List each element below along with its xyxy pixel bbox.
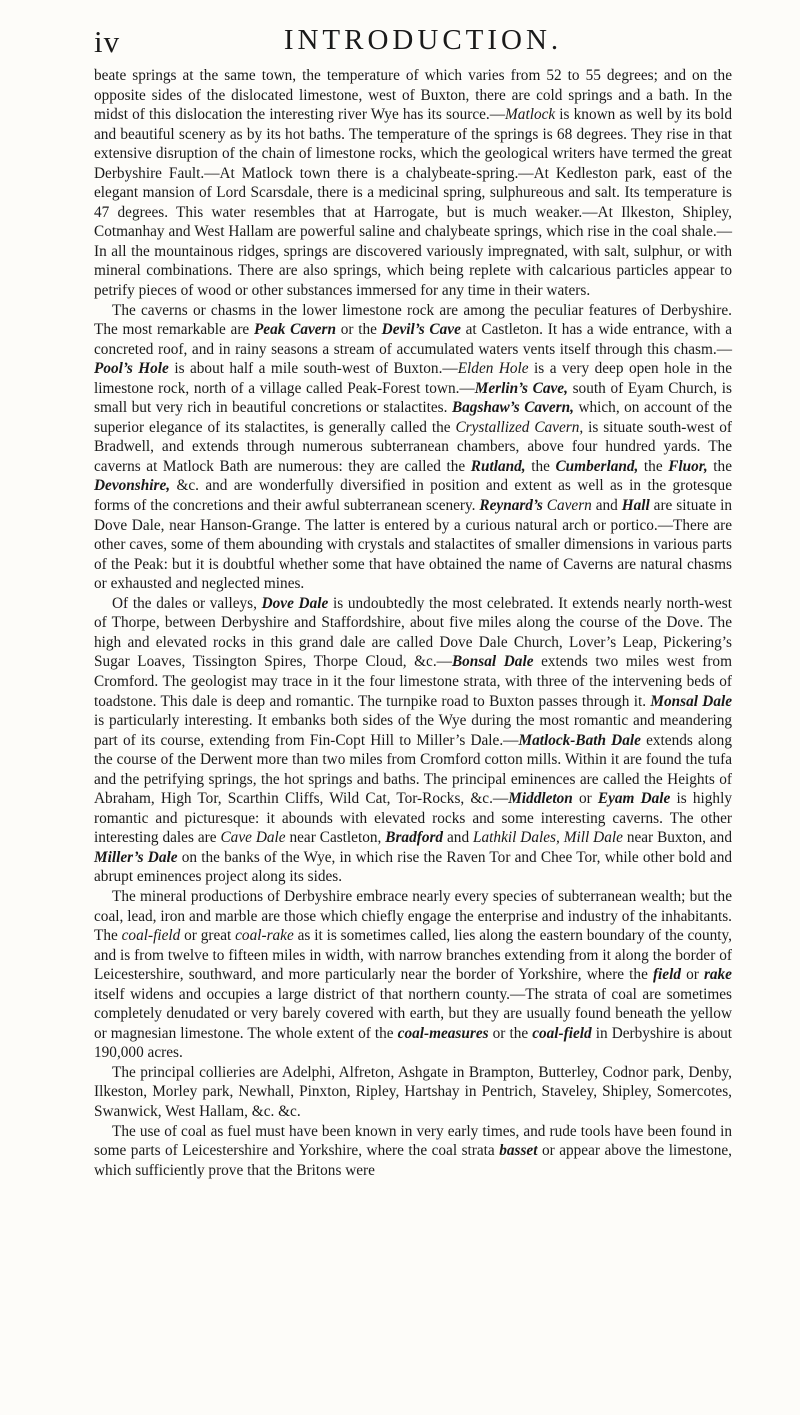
emphasis-text: Cave Dale (220, 829, 286, 847)
emphasis-text: Pool’s Hole (94, 360, 169, 378)
paragraph-text: Of the dales or valleys, (112, 594, 262, 612)
paragraph (94, 594, 732, 887)
paragraph-text: is about half a mile south-west of Buxton.— (168, 360, 458, 378)
emphasis-text: Bonsal Dale (451, 653, 534, 671)
emphasis-text: Miller’s Dale (94, 848, 178, 866)
paragraph-text: is known as well by its bold and beautiful scenery as by its hot baths. The temperature of the springs is 68 degrees. They rise in that extensive disruption of the chain of limestone rocks, which the geological writers have termed the great Derbyshire Fault.—At Matlock town there is a chalybeate-spring.—At Kedleston park, east of the elegant mansion of Lord Scarsdale, there is a medicinal spring, sulphureous and salt. Its temperature is 47 degrees. This water resembles that at Harrogate, but is much weaker.—At Ilkeston, Shipley, Cotmanhay and West Hallam are powerful saline and chalybeate springs, which rise in the coal shale.—In all the mountainous ridges, springs are discovered variously impregnated, with salt, sulphur, or with mineral combinations. There are also springs, which being replete with calcarious particles appear to petrify pieces of wood or other substances immersed for any time in their waters. (94, 106, 732, 300)
paragraph-text: is situate south-west of Bradwell, and extends through numerous subterranean chambers, above four hundred yards. The caverns at Matlock Bath are numerous: they are called the (94, 418, 733, 475)
emphasis-text: Monsal Dale (650, 692, 733, 710)
paragraph-text: beate springs at the same town, the temperature of which varies from 52 to 55 degrees; and on the opposite sides of the dislocated limestone, west of Buxton, there are cold springs and a bath. In the midst of this dislocation the interesting river Wye has its source.— (94, 67, 732, 124)
paragraph-text: or the (336, 321, 382, 339)
paragraph-text: The principal collieries are Adelphi, Alfreton, Ashgate in Brampton, Butterley, Codnor park, Denby, Ilkeston, Morley park, Newhall, Pinxton, Ripley, Hartshay in Pentrich, Staveley, Shipley, Somercotes, Swanwick, West Hallam, &c. &c. (94, 1063, 732, 1120)
emphasis-text: Matlock (505, 106, 556, 124)
emphasis-text: coal-field (532, 1024, 592, 1042)
paragraph-text: or (681, 966, 704, 984)
paragraph-text: or (572, 790, 598, 808)
emphasis-text: Dove Dale (261, 594, 329, 612)
emphasis-text: Bagshaw’s Cavern, (451, 399, 574, 417)
running-title: INTRODUCTION. (283, 24, 563, 56)
emphasis-text: coal-rake (235, 927, 294, 945)
paragraph-text: which, on account of the superior elegance of its stalactites, is generally called the (94, 399, 732, 436)
paragraph-text: or appear above the limestone, which sufficiently prove that the Britons were (94, 1142, 732, 1179)
paragraph-text: at Castleton. It has a wide entrance, with a concreted roof, and in rainy seasons a stream of accumulated waters vents itself through this chasm.— (94, 321, 733, 358)
paragraph-text: as it is sometimes called, lies along the eastern boundary of the county, and is from twelve to fifteen miles in width, with narrow branches extending from it along the border of Leicestershire, southward, and more particularly near the border of Yorkshire, where the (94, 927, 732, 984)
paragraph (94, 887, 732, 1063)
paragraph-text: south of Eyam Church, is small but very rich in beautiful concretions or stalactites. (94, 379, 732, 417)
paragraph-text: The mineral productions of Derbyshire embrace nearly every species of subterranean wealth; but the coal, lead, iron and marble are those which chiefly engage the enterprise and industry of the inhabitants. The (94, 887, 732, 945)
emphasis-text: basset (499, 1142, 538, 1160)
emphasis-text: Rutland, (470, 457, 526, 475)
emphasis-text: coal-field (121, 927, 181, 945)
emphasis-text: Eyam Dale (597, 790, 671, 808)
paragraph-text: or the (488, 1024, 533, 1042)
paragraph-text: The caverns or chasms in the lower limestone rock are among the peculiar features of Derbyshire. The most remarkable are (94, 301, 732, 339)
paragraph-text: and (591, 497, 622, 515)
paragraph-text: or great (180, 927, 236, 945)
paragraph-text: extends two miles west from Cromford. The geologist may trace in it the four limestone strata, with three of the intervening beds of toadstone. This dale is deep and romantic. The turnpike road to Buxton passes through it. (94, 653, 732, 710)
page-number: iv (94, 24, 121, 59)
emphasis-text: Fluor, (668, 457, 708, 475)
paragraph-text: The use of coal as fuel must have been known in very early times, and rude tools have been found in some parts of Leicestershire and Yorkshire, where the coal strata (94, 1122, 732, 1160)
paragraph-text: are situate in Dove Dale, near Hanson-Grange. The latter is entered by a curious natural arch or portico.—There are other caves, some of them abounding with crystals and stalactites of smaller dimensions in various parts of the Peak: but it is doubtful whether some that have obtained the name of Caverns are natural chasms or exhausted and neglected mines. (94, 497, 732, 593)
paragraph (94, 66, 732, 301)
emphasis-text: Devonshire, (94, 477, 171, 495)
paragraph-text: is particularly interesting. It embanks both sides of the Wye during the most romantic and meandering part of its course, extending from Fin-Copt Hill to Miller’s Dale.— (94, 712, 732, 749)
page-header (94, 0, 732, 60)
paragraph-text: extends along the course of the Derwent more than two miles from Cromford cotton mills. Within it are found the tufa and the petrifying springs, the hot springs and baths. The principal eminences are called the Heights of Abraham, High Tor, Scarthin Cliffs, Wild Cat, Tor-Rocks, &c.— (94, 731, 732, 808)
emphasis-text: Middleton (508, 790, 573, 808)
emphasis-text: coal-measures (397, 1024, 489, 1042)
paragraph-text: the (638, 457, 669, 475)
paragraph-text: the (707, 457, 732, 475)
paragraph-text: itself widens and occupies a large district of that northern county.—The strata of coal are sometimes completely denudated or very barely covered with earth, but they are usually found beneath the yellow or magnesian limestone. The whole extent of the (94, 985, 732, 1042)
emphasis-text: Reynard’s (479, 497, 543, 515)
paragraph-text: in Derbyshire is about 190,000 acres. (94, 1024, 732, 1062)
paragraph (94, 1122, 732, 1181)
emphasis-text: rake (703, 966, 732, 984)
emphasis-text: Elden Hole (457, 360, 529, 378)
emphasis-text: Crystallized Cavern, (455, 418, 584, 436)
paragraph-text: near Castleton, (285, 829, 386, 847)
paragraph-text: is highly romantic and picturesque: it abounds with elevated rocks and some interesting caverns. The other interesting dales are (94, 790, 732, 847)
emphasis-text: Cumberland, (555, 457, 639, 475)
emphasis-text: Bradford (385, 829, 444, 847)
paragraph-text: &c. and are wonderfully diversified in position and extent as well as in the grotesque forms of the concretions and their awful subterranean scenery. (94, 477, 732, 515)
paragraph (94, 1063, 732, 1122)
emphasis-text: Merlin’s Cave, (474, 379, 568, 397)
emphasis-text: Matlock-Bath Dale (518, 731, 641, 749)
paragraph (94, 301, 732, 594)
emphasis-text: Peak Cavern (253, 321, 337, 339)
emphasis-text: Lathkil Dales, Mill Dale (473, 829, 623, 847)
paragraph-text: near Buxton, and (622, 829, 732, 847)
emphasis-text: Cavern (546, 497, 592, 515)
emphasis-text: Hall (621, 497, 650, 515)
paragraph-text: is a very deep open hole in the limestone rock, north of a village called Peak-Forest town.— (94, 360, 732, 397)
paragraph-text: on the banks of the Wye, in which rise the Raven Tor and Chee Tor, while other bold and abrupt eminences project along its sides. (94, 848, 732, 886)
paragraph-text: is undoubtedly the most celebrated. It extends nearly north-west of Thorpe, between Derbyshire and Staffordshire, about five miles along the course of the Dove. The high and elevated rocks in this grand dale are called Dove Dale Church, Lover’s Leap, Pickering’s Sugar Loaves, Tissington Spires, Thorpe Cloud, &c.— (94, 594, 732, 671)
paragraph-text: the (525, 457, 556, 475)
emphasis-text: field (652, 966, 681, 984)
body-text (94, 66, 732, 1180)
paragraph-text: and (443, 829, 474, 847)
emphasis-text: Devil’s Cave (381, 321, 461, 339)
